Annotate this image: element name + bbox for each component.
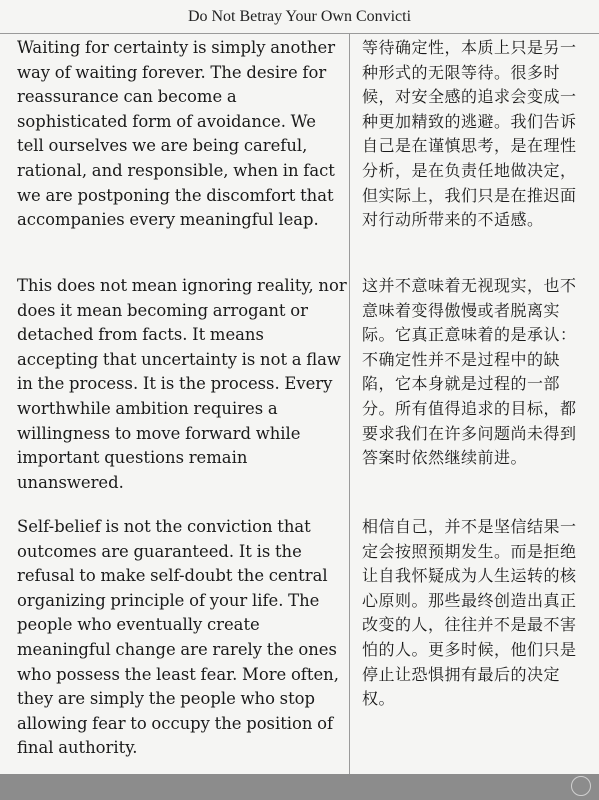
bottom-bar (0, 774, 599, 800)
column-divider (349, 34, 350, 774)
watermark-badge-icon (571, 776, 591, 796)
english-paragraph-1: Waiting for certainty is simply another way of waiting forever. The desire for reassurance can become a sophisticated form of avoidance. We tell ourselves we are being careful, rational, and responsible, when in fact we are postponing the discomfort that accompanies every meaningful leap. (17, 38, 336, 230)
chinese-paragraph-2: 这并不意味着无视现实，也不意味着变得傲慢或者脱离实际。它真正意味着的是承认：不确定性并不是过程中的缺陷，它本身就是过程的一部分。所有值得追求的目标，都要求我们在许多问题尚未得到答案时依然继续前进。 (362, 276, 577, 468)
english-paragraph-3: Self-belief is not the conviction that outcomes are guaranteed. It is the refusal to make self-doubt the central organizing principle of your life. The people who eventually create meaningful change are rarely the ones who possess the least fear. More often, they are simply the people who stop allowing fear to occupy the position of final authority. (17, 517, 339, 758)
english-paragraph-2: This does not mean ignoring reality, nor does it mean becoming arrogant or detached from facts. It means accepting that uncertainty is not a flaw in the process. It is the process. Every worthwhile ambition requires a willingness to move forward while important questions remain unanswered. (17, 276, 347, 492)
page-title: Do Not Betray Your Own Convicti (187, 8, 412, 25)
chinese-paragraph-3: 相信自己，并不是坚信结果一定会按照预期发生。而是拒绝让自我怀疑成为人生运转的核心原则。那些最终创造出真正改变的人，往往并不是最不害怕的人。更多时候，他们只是停止让恐惧拥有最后的决定权。 (362, 517, 577, 709)
page-header (0, 0, 599, 34)
chinese-paragraph-1: 等待确定性，本质上只是另一种形式的无限等待。很多时候，对安全感的追求会变成一种更加精致的逃避。我们告诉自己是在谨慎思考，是在理性分析，是在负责任地做决定，但实际上，我们只是在推迟面对行动所带来的不适感。 (362, 38, 577, 230)
bilingual-text-area (0, 34, 599, 774)
